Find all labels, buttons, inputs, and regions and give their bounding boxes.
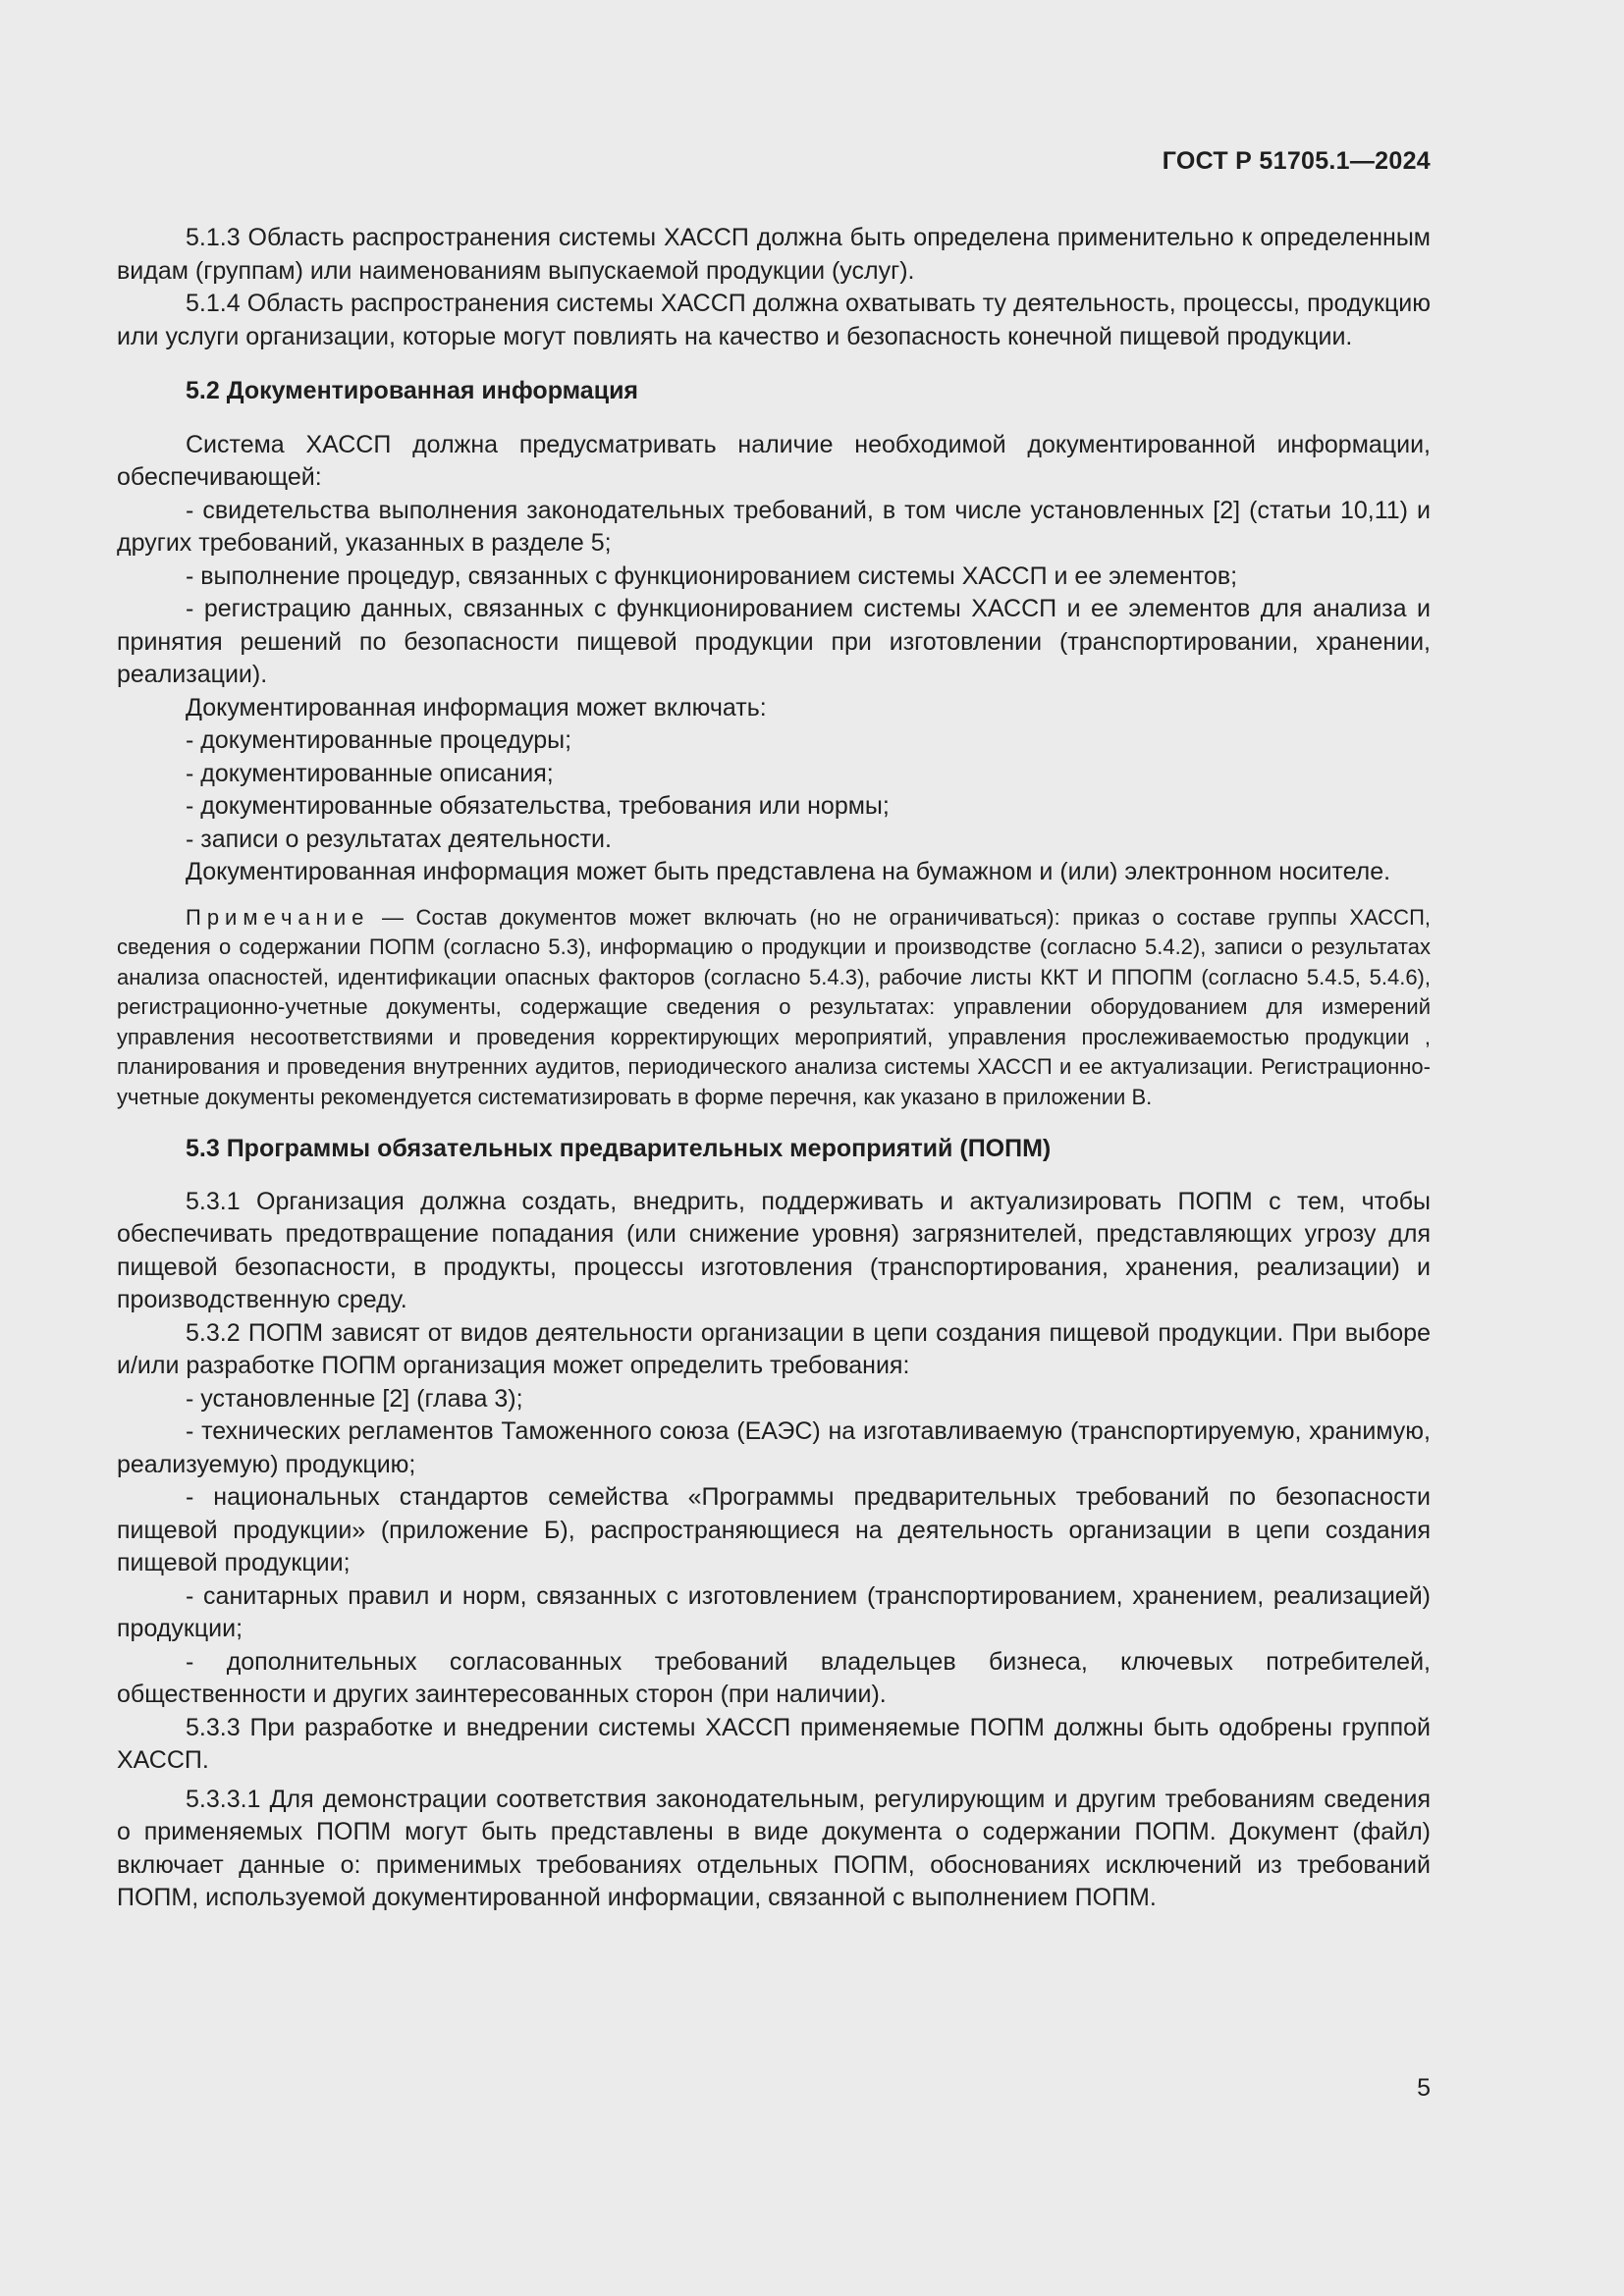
document-body (117, 222, 1431, 1915)
list-item: - документированные обязательства, требования или нормы; (186, 792, 890, 820)
paragraph-may-include: Документированная информация может включать: (186, 693, 767, 721)
paragraph-media: Документированная информация может быть представлена на бумажном и (или) электронном носителе. (186, 858, 1391, 885)
list-item: - свидетельства выполнения законодательных требований, в том числе установленных [2] (статьи 10,11) и других требований, указанных в разделе 5; (117, 496, 1431, 557)
note-label: Примечание (186, 904, 370, 930)
list-item: - документированные процедуры; (186, 726, 572, 754)
list-item: - национальных стандартов семейства «Программы предварительных требований по безопасности пищевой продукции» (приложение Б), распространяющиеся на деятельность организации в цепи создания пищевой продукции; (117, 1483, 1431, 1576)
section-heading-5-3: 5.3 Программы обязательных предварительных мероприятий (ПОПМ) (186, 1135, 1052, 1162)
list-item: - установленные [2] (глава 3); (186, 1384, 523, 1413)
paragraph-intro: Система ХАССП должна предусматривать наличие необходимой документированной информации, обеспечивающей: (117, 430, 1431, 491)
list-item: - санитарных правил и норм, связанных с изготовлением (транспортированием, хранением, реализацией) продукции; (117, 1581, 1431, 1642)
list-item: - документированные описания; (186, 759, 554, 787)
note-block (117, 903, 1431, 1113)
paragraph-5-1-3: 5.1.3 Область распространения системы ХАССП должна быть определена применительно к определенным видам (группам) или наименованиям выпускаемой продукции (услуг). (117, 224, 1431, 285)
list-item: - регистрацию данных, связанных с функционированием системы ХАССП и ее элементов для анализа и принятия решений по безопасности пищевой продукции при изготовлении (транспортировании, хранении, реализации). (117, 595, 1431, 688)
list-item: - записи о результатах деятельности. (186, 825, 612, 853)
list-item: - выполнение процедур, связанных с функционированием системы ХАССП и ее элементов; (186, 561, 1238, 590)
page-number: 5 (1417, 2074, 1431, 2102)
paragraph-5-3-3-1: 5.3.3.1 Для демонстрации соответствия законодательным, регулирующим и другим требованиям сведения о применяемых ПОПМ могут быть представлены в виде документа о содержании ПОПМ. Документ (файл) включает данные о: применимых требованиях отдельных ПОПМ, обоснованиях исключений из требований ПОПМ, используемой документированной информации, связанной с выполнением ПОПМ. (117, 1785, 1431, 1911)
document-code-header: ГОСТ Р 51705.1—2024 (1162, 147, 1431, 175)
paragraph-5-1-4: 5.1.4 Область распространения системы ХАССП должна охватывать ту деятельность, процессы, продукцию или услуги организации, которые могут повлиять на качество и безопасность конечной пищевой продукции. (117, 290, 1431, 350)
note-text: — Состав документов может включать (но не ограничиваться): приказ о составе группы ХАССП, сведения о содержании ПОПМ (согласно 5.3), информацию о продукции и производстве (согласно 5.4.2), записи о результатах анализа опасностей, идентификации опасных факторов (согласно 5.4.3), рабочие листы ККТ И ППОПМ (согласно 5.4.5, 5.4.6), регистрационно-учетные документы, содержащие сведения о результатах: управлении оборудованием для измерений управления несоответствиями и проведения корректирующих мероприятий, управления прослеживаемостью продукции , планирования и проведения внутренних аудитов, периодического анализа системы ХАССП и ее актуализации. Регистрационно-учетные документы рекомендуется систематизировать в форме перечня, как указано в приложении В. (117, 904, 1431, 1109)
paragraph-5-3-3: 5.3.3 При разработке и внедрении системы ХАССП применяемые ПОПМ должны быть одобрены группой ХАССП. (117, 1713, 1431, 1774)
paragraph-5-3-2: 5.3.2 ПОПМ зависят от видов деятельности организации в цепи создания пищевой продукции. При выборе и/или разработке ПОПМ организация может определить требования: (117, 1318, 1431, 1379)
list-item: - технических регламентов Таможенного союза (ЕАЭС) на изготавливаемую (транспортируемую, хранимую, реализуемую) продукцию; (117, 1417, 1431, 1478)
list-item: - дополнительных согласованных требований владельцев бизнеса, ключевых потребителей, общественности и других заинтересованных сторон (при наличии). (117, 1647, 1431, 1708)
section-heading-5-2: 5.2 Документированная информация (186, 377, 639, 404)
paragraph-5-3-1: 5.3.1 Организация должна создать, внедрить, поддерживать и актуализировать ПОПМ с тем, чтобы обеспечивать предотвращение попадания (или снижение уровня) загрязнителей, представляющих угрозу для пищевой безопасности, в продукты, процессы изготовления (транспортирования, хранения, реализации) и производственную среду. (117, 1187, 1431, 1313)
